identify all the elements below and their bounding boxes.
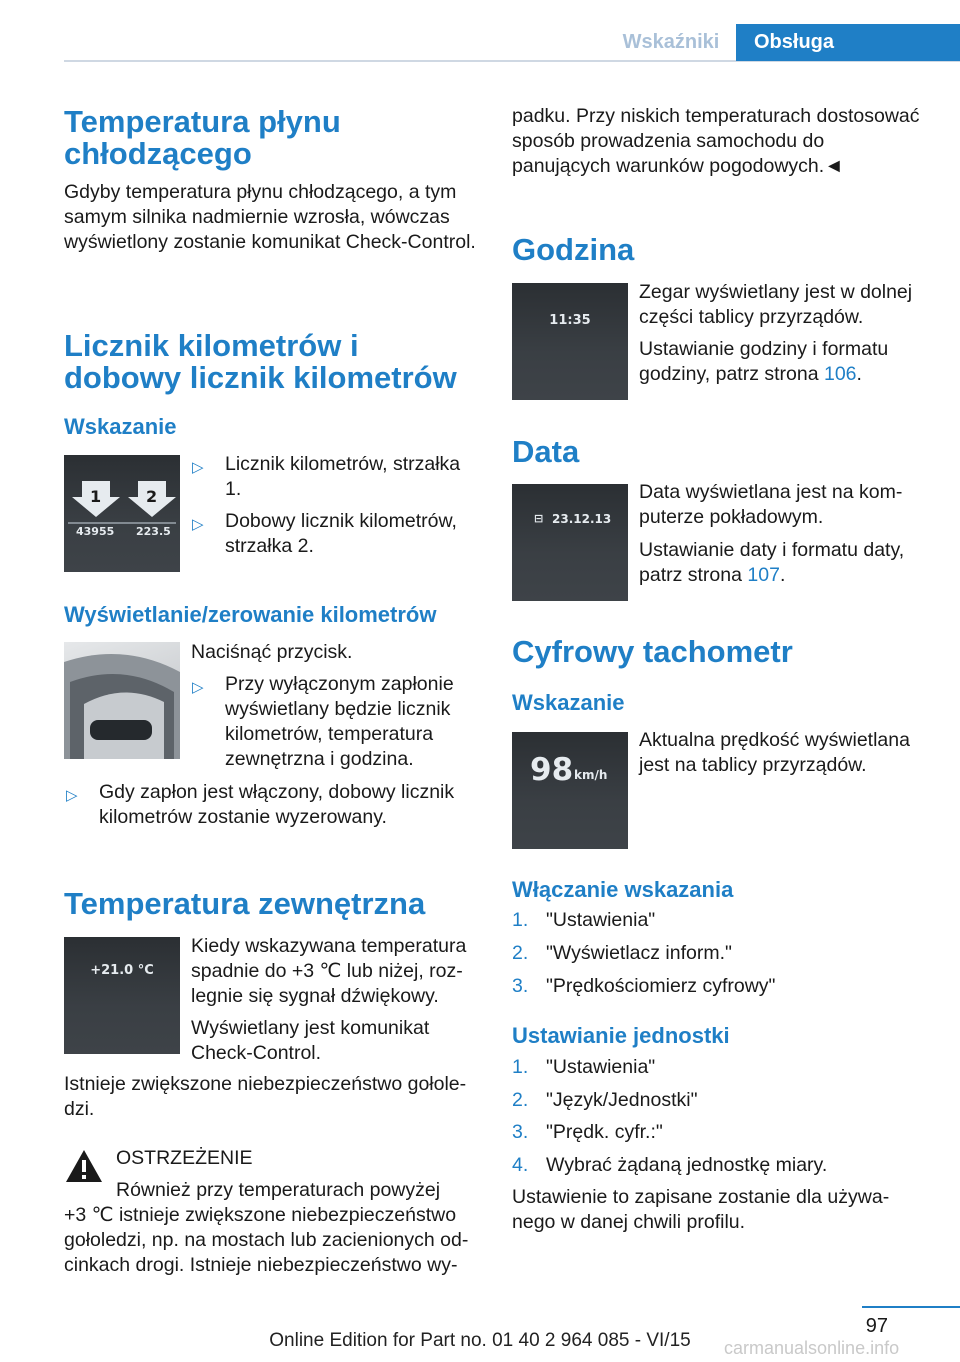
clock-title: Godzina [512, 232, 635, 267]
footer-rule [862, 1306, 960, 1308]
outside-temp-text-2: Wyświetlany jest komunikat Check-Control. [191, 1017, 430, 1064]
odometer-item-1: Licznik kilometrów, strzałka 1. [225, 453, 461, 500]
tacho-subtitle: Wskazanie [512, 690, 625, 715]
outside-temp-title: Temperatura zewnętrzna [64, 886, 426, 921]
list2-num-4: 4. [512, 1154, 529, 1176]
odometer-item-2: Dobowy licznik kilometrów, strzałka 2. [225, 510, 457, 557]
clock-text-2 [639, 337, 929, 387]
date-text-2-dot: . [779, 564, 786, 586]
list1-item-1: "Ustawienia" [546, 909, 656, 931]
clock-text-2-dot: . [856, 363, 862, 385]
arrow-down-icons [64, 455, 180, 572]
reset-subtitle: Wyświetlanie/zerowanie kilometrów [64, 602, 437, 627]
odometer-item-3: Przy wyłączonym zapłonie wyświetlany będzie licznik kilometrów, temperatura zewnętrzna i godzina. [225, 673, 454, 770]
list2-num-2: 2. [512, 1089, 529, 1111]
reset-button-icon [64, 642, 180, 759]
tacho-title: Cyfrowy tachometr [512, 634, 793, 669]
clock-text-2-body: Ustawianie godziny i formatu godziny, patrz strona [639, 338, 889, 385]
list1-num-2: 2. [512, 942, 529, 964]
warning-line-1: Również przy temperaturach powyżej [116, 1179, 441, 1201]
list2-item-4: Wybrać żądaną jednostkę miary. [546, 1154, 828, 1176]
tab-wskazniki[interactable]: Wskaźniki [622, 31, 720, 53]
tacho-text: Aktualna prędkość wyświetlana jest na tablicy przyrządów. [639, 729, 910, 776]
speed-display-image [512, 732, 628, 849]
list2-num-3: 3. [512, 1121, 529, 1143]
edition-footer: Online Edition for Part no. 01 40 2 964 085 - VI/15 [269, 1330, 691, 1351]
unit-subtitle: Ustawianie jednostki [512, 1023, 730, 1048]
continued-text: padku. Przy niskich temperaturach dostosować sposób prowadzenia samochodu do panujących warunków pogodowych.◄ [512, 105, 920, 177]
press-button-text: Naciśnąć przycisk. [191, 641, 353, 663]
tab-obsluga[interactable]: Obsługa [736, 24, 960, 61]
odometer-title: Licznik kilometrów i dobowy licznik kilometrów [64, 328, 457, 395]
date-screen-value: 23.12.13 [552, 512, 612, 526]
trip-value: 223.5 [136, 525, 171, 538]
page-link-107[interactable]: 107 [747, 564, 780, 586]
date-text-2 [639, 538, 929, 588]
arrow-1-label: 1 [90, 487, 102, 506]
enable-subtitle: Włączanie wskazania [512, 877, 734, 902]
list1-item-2: "Wyświetlacz inform." [546, 942, 732, 964]
list1-num-1: 1. [512, 909, 529, 931]
warning-title: OSTRZEŻENIE [116, 1147, 253, 1169]
clock-text-1: Zegar wyświetlany jest w dolnej części tablicy przyrządów. [639, 281, 913, 328]
page-number: 97 [865, 1315, 888, 1337]
coolant-title: Temperatura płynu chłodzącego [64, 104, 341, 171]
bullet-triangle-icon: ▷ [192, 679, 204, 696]
date-text-1: Data wyświetlana jest na komputerze pokładowym. [639, 481, 903, 528]
list1-item-3: "Prędkościomierz cyfrowy" [546, 975, 776, 997]
tacho-final-text: Ustawienie to zapisane zostanie dla używanego w danej chwili profilu. [512, 1186, 890, 1233]
list2-num-1: 1. [512, 1056, 529, 1078]
odometer-display-image [64, 455, 180, 572]
outside-temp-screen-value: +21.0 °C [90, 963, 154, 978]
odometer-value: 43955 [76, 525, 115, 538]
speed-screen-unit: km/h [574, 768, 608, 782]
clock-screen-value: 11:35 [549, 313, 591, 328]
odometer-item-4: Gdy zapłon jest włączony, dobowy licznik kilometrów zostanie wyzerowany. [99, 781, 455, 828]
list2-item-3: "Prędk. cyfr.:" [546, 1121, 663, 1143]
warning-triangle-icon [64, 1146, 104, 1186]
outside-temp-text-1: Kiedy wskazywana temperatura spadnie do +3 ℃ lub niżej, rozlegnie się sygnał dźwiękowy. [191, 935, 467, 1007]
date-title: Data [512, 434, 580, 469]
watermark: carmanualsonline.info [724, 1338, 900, 1358]
bullet-triangle-icon: ▷ [192, 516, 204, 533]
outside-temp-display-image [64, 937, 180, 1054]
odometer-subtitle: Wskazanie [64, 414, 177, 439]
warning-text: +3 ℃ istnieje zwiększone niebezpieczeństwo gołoledzi, np. na mostach lub zacienionych odcinkach drogi. Istnieje niebezpieczeństwo wy- [64, 1204, 469, 1276]
arrow-2-label: 2 [146, 487, 158, 506]
clock-display-image [512, 283, 628, 400]
speed-screen-value: 98 [530, 752, 574, 788]
list2-item-2: "Język/Jednostki" [546, 1089, 698, 1111]
bullet-triangle-icon: ▷ [192, 459, 204, 476]
reset-button-image [64, 642, 180, 759]
date-text-2-body: Ustawianie daty i formatu daty, patrz strona [639, 539, 905, 586]
list2-item-1: "Ustawienia" [546, 1056, 656, 1078]
bullet-triangle-icon: ▷ [66, 787, 78, 804]
date-display-image [512, 484, 628, 601]
list1-num-3: 3. [512, 975, 529, 997]
calendar-icon: ⊟ [534, 512, 544, 525]
coolant-text: Gdyby temperatura płynu chłodzącego, a tym samym silnika nadmiernie wzrosła, wówczas wyświetlony zostanie komunikat Check-Control. [64, 181, 476, 253]
page-link-106[interactable]: 106 [823, 363, 857, 385]
outside-temp-text-3: Istnieje zwiększone niebezpieczeństwo gołoledzi. [64, 1073, 467, 1120]
